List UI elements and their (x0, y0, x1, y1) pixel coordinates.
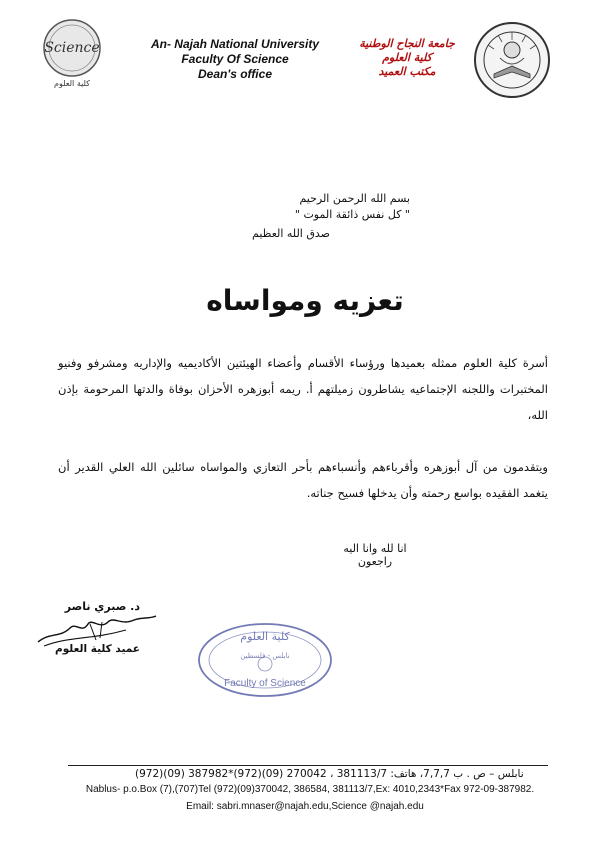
faculty-name-en: Faculty Of Science (181, 52, 289, 66)
logo-wordmark: Science (44, 40, 100, 56)
basmala: بسم الله الرحمن الرحيم (299, 192, 410, 205)
footer-address-english: Nablus- p.o.Box (7),(707)Tel (972)(09)370042, 386584, 381113/7,Ex: 4010,2343*Fax 972-09-387982. (85, 784, 535, 795)
header-english (140, 37, 330, 82)
office-name-ar: مكتب العميد (378, 65, 436, 78)
university-name-en: An- Najah National University (150, 37, 320, 51)
stamp-english: Faculty of Science (224, 678, 306, 689)
closing-phrase: انا لله وانا اليه راجعون (343, 542, 407, 568)
dean-title: عميد كلية العلوم (55, 643, 140, 655)
footer-address-arabic: (972)(09) 387982*(972)(09) 270042 ، 381113/7 :نابلس – ص . ب 7,7,7، هاتف (135, 768, 524, 780)
condolence-paragraph-1: أسرة كلية العلوم ممثله بعميدها ورؤساء الأقسام وأعضاء الهيئتين الأكاديميه والإداريه ومشرفو وفنيو المختبرات واللجنه الإجتماعيه يشاطرون زميلتهم أ. ريمه أبوزهره الأحزان بوفاة والدتها المرحومة بإذن الله، (58, 356, 548, 422)
faculty-name-ar: كلية العلوم (382, 51, 432, 64)
dean-name: د. صبري ناصر (64, 600, 140, 613)
university-seal-logo (472, 20, 552, 100)
quran-verse: " كل نفس ذائقة الموت " (294, 208, 410, 221)
faculty-stamp (195, 620, 335, 700)
document-title: تعزيه ومواساه (206, 284, 404, 317)
header-arabic (352, 37, 462, 79)
university-name-ar: جامعة النجاح الوطنية (359, 37, 455, 50)
office-name-en: Dean's office (198, 67, 272, 81)
footer-email: Email: sabri.mnaser@najah.edu,Science @najah.edu (186, 801, 424, 812)
sadaq-allah: صدق الله العظيم (252, 227, 330, 240)
stamp-arabic-top: كلية العلوم (240, 630, 290, 643)
footer-divider (68, 765, 548, 766)
logo-subtext: كلية العلوم (54, 79, 90, 88)
faculty-of-science-logo (40, 18, 104, 88)
stamp-arabic-mid: نابلس - فلسطين (240, 652, 290, 660)
condolence-paragraph-2: ويتقدمون من آل أبوزهره وأقرباءهم وأنسباءهم بأحر التعازي والمواساه سائلين الله العلي القدير أن يتغمد الفقيده بواسع رحمته وأن يدخلها فسيح جناته. (58, 460, 548, 500)
